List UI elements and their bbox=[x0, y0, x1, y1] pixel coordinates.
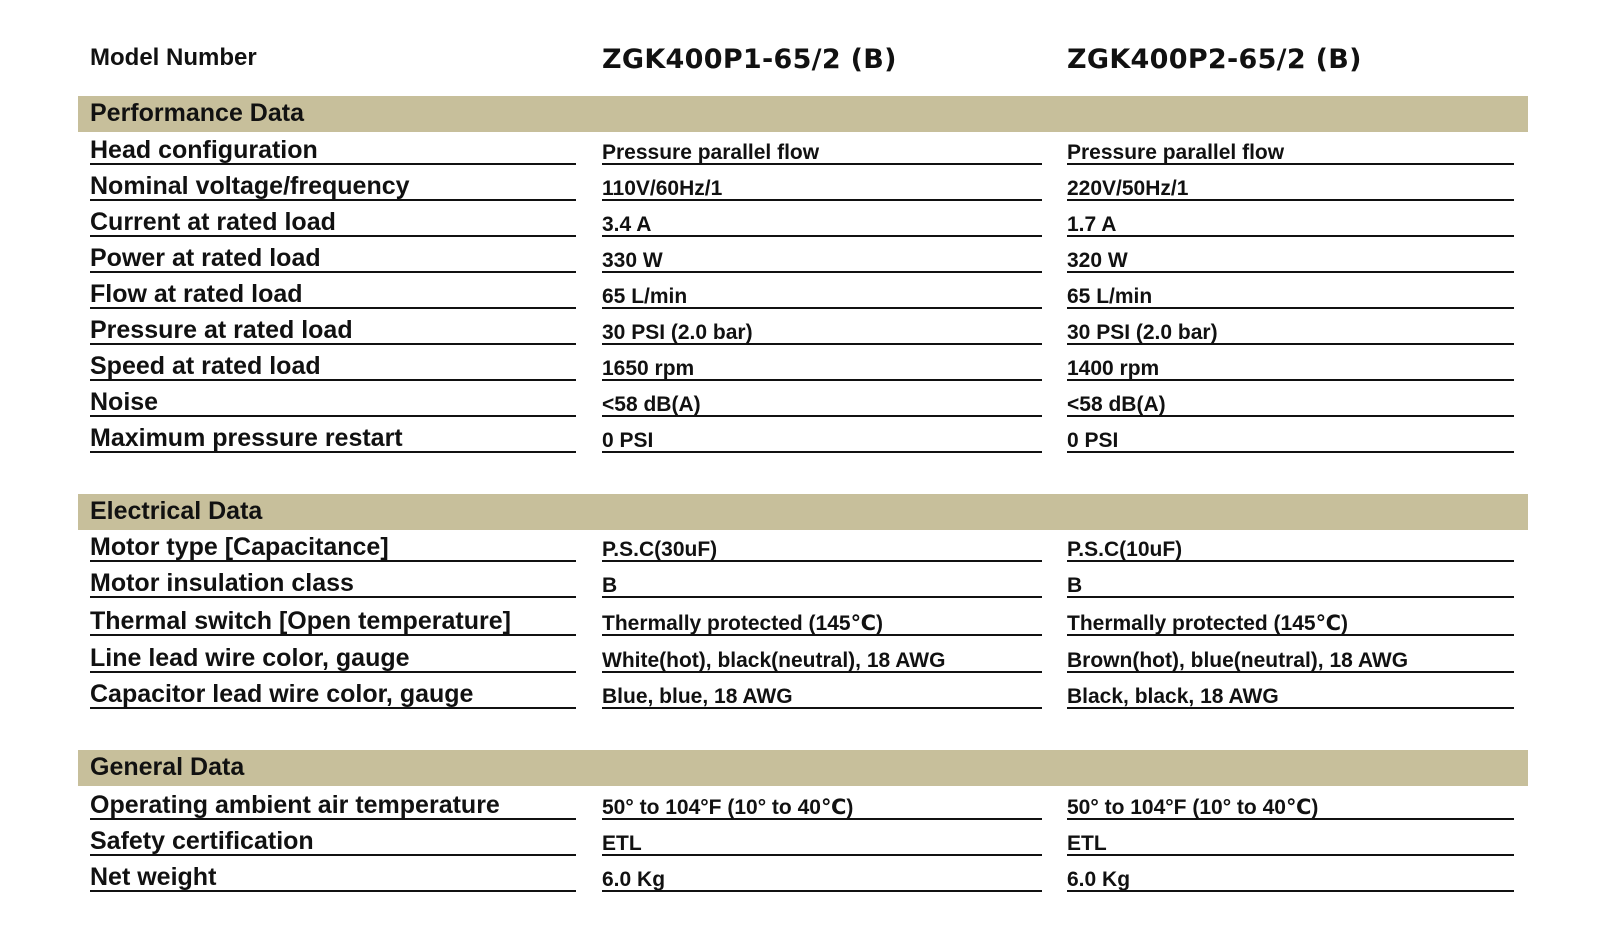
row-label-cell bbox=[90, 237, 576, 273]
row-value-model-1-cell bbox=[602, 417, 1042, 453]
section-title: General Data bbox=[90, 753, 245, 781]
row-value-model-1-cell bbox=[602, 673, 1042, 709]
row-value-model-2-cell bbox=[1067, 345, 1514, 381]
row-value-model-1: 0 PSI bbox=[602, 429, 654, 452]
row-value-model-2-cell bbox=[1067, 637, 1514, 673]
row-label: Motor type [Capacitance] bbox=[90, 533, 389, 561]
row-label-cell bbox=[90, 820, 576, 856]
row-label-cell bbox=[90, 381, 576, 417]
row-label-cell bbox=[90, 165, 576, 201]
row-label: Noise bbox=[90, 388, 159, 416]
model-2-heading: ZGK400P2-65/2 (B) bbox=[1067, 44, 1362, 75]
row-value-model-2-cell bbox=[1067, 526, 1514, 562]
row-value-model-2: 6.0 Kg bbox=[1067, 868, 1131, 891]
row-value-model-2: P.S.C(10uF) bbox=[1067, 538, 1183, 561]
model-number-label: Model Number bbox=[90, 44, 257, 71]
row-value-model-1-cell bbox=[602, 309, 1042, 345]
row-value-model-2: 65 L/min bbox=[1067, 285, 1153, 308]
row-value-model-1: P.S.C(30uF) bbox=[602, 538, 718, 561]
row-value-model-1-cell bbox=[602, 526, 1042, 562]
row-label-cell bbox=[90, 526, 576, 562]
row-value-model-1-cell bbox=[602, 562, 1042, 598]
row-value-model-2: B bbox=[1067, 574, 1083, 597]
row-label-cell bbox=[90, 673, 576, 709]
row-value-model-2-cell bbox=[1067, 820, 1514, 856]
section-title: Performance Data bbox=[90, 99, 304, 127]
row-value-model-1-cell bbox=[602, 201, 1042, 237]
row-value-model-2-cell bbox=[1067, 381, 1514, 417]
row-value-model-1-cell bbox=[602, 237, 1042, 273]
row-label-cell bbox=[90, 562, 576, 598]
row-label: Safety certification bbox=[90, 827, 314, 855]
row-value-model-1: Pressure parallel flow bbox=[602, 141, 820, 164]
row-value-model-2-cell bbox=[1067, 201, 1514, 237]
row-value-model-2: Brown(hot), blue(neutral), 18 AWG bbox=[1067, 649, 1409, 672]
row-label: Line lead wire color, gauge bbox=[90, 644, 410, 672]
row-value-model-1: Thermally protected (145℃) bbox=[602, 612, 884, 635]
row-value-model-2: 220V/50Hz/1 bbox=[1067, 177, 1189, 200]
row-value-model-1-cell bbox=[602, 273, 1042, 309]
row-label: Flow at rated load bbox=[90, 280, 303, 308]
row-value-model-2-cell bbox=[1067, 673, 1514, 709]
row-value-model-2-cell bbox=[1067, 856, 1514, 892]
row-value-model-2: 1400 rpm bbox=[1067, 357, 1160, 380]
row-value-model-1: <58 dB(A) bbox=[602, 393, 701, 416]
row-value-model-1-cell bbox=[602, 381, 1042, 417]
row-label: Maximum pressure restart bbox=[90, 424, 403, 452]
model-1-heading: ZGK400P1-65/2 (B) bbox=[602, 44, 897, 75]
row-value-model-1: ETL bbox=[602, 832, 642, 855]
row-value-model-2: Black, black, 18 AWG bbox=[1067, 685, 1279, 708]
row-value-model-2-cell bbox=[1067, 129, 1514, 165]
row-value-model-2-cell bbox=[1067, 562, 1514, 598]
row-value-model-2: ETL bbox=[1067, 832, 1107, 855]
row-value-model-1: 330 W bbox=[602, 249, 663, 272]
row-label-cell bbox=[90, 345, 576, 381]
row-label: Operating ambient air temperature bbox=[90, 791, 500, 819]
row-value-model-1-cell bbox=[602, 600, 1042, 636]
row-value-model-1-cell bbox=[602, 129, 1042, 165]
row-value-model-1: 30 PSI (2.0 bar) bbox=[602, 321, 753, 344]
row-value-model-1: B bbox=[602, 574, 618, 597]
row-value-model-2-cell bbox=[1067, 237, 1514, 273]
row-value-model-2: 1.7 A bbox=[1067, 213, 1117, 236]
row-label-cell bbox=[90, 417, 576, 453]
row-value-model-2-cell bbox=[1067, 309, 1514, 345]
row-label-cell bbox=[90, 129, 576, 165]
row-value-model-2: Pressure parallel flow bbox=[1067, 141, 1285, 164]
row-value-model-1-cell bbox=[602, 637, 1042, 673]
section-header-performance bbox=[78, 96, 1528, 132]
row-label: Motor insulation class bbox=[90, 569, 354, 597]
row-value-model-2-cell bbox=[1067, 273, 1514, 309]
row-value-model-1-cell bbox=[602, 784, 1042, 820]
row-value-model-1-cell bbox=[602, 345, 1042, 381]
row-label: Head configuration bbox=[90, 136, 318, 164]
section-header-electrical bbox=[78, 494, 1528, 530]
row-value-model-1-cell bbox=[602, 820, 1042, 856]
row-value-model-1: 110V/60Hz/1 bbox=[602, 177, 723, 200]
row-label: Net weight bbox=[90, 863, 217, 891]
row-value-model-1: 6.0 Kg bbox=[602, 868, 666, 891]
row-value-model-2-cell bbox=[1067, 784, 1514, 820]
row-label-cell bbox=[90, 784, 576, 820]
row-value-model-1: 65 L/min bbox=[602, 285, 688, 308]
row-value-model-2-cell bbox=[1067, 165, 1514, 201]
row-label: Thermal switch [Open temperature] bbox=[90, 607, 511, 635]
row-value-model-2: Thermally protected (145℃) bbox=[1067, 612, 1349, 635]
row-label: Speed at rated load bbox=[90, 352, 321, 380]
row-label-cell bbox=[90, 856, 576, 892]
row-value-model-1-cell bbox=[602, 856, 1042, 892]
row-value-model-1: Blue, blue, 18 AWG bbox=[602, 685, 793, 708]
row-label-cell bbox=[90, 600, 576, 636]
row-value-model-2-cell bbox=[1067, 600, 1514, 636]
row-value-model-2: 320 W bbox=[1067, 249, 1128, 272]
section-title: Electrical Data bbox=[90, 497, 263, 525]
row-value-model-2: 30 PSI (2.0 bar) bbox=[1067, 321, 1218, 344]
row-label: Nominal voltage/frequency bbox=[90, 172, 410, 200]
row-label: Capacitor lead wire color, gauge bbox=[90, 680, 474, 708]
row-value-model-1: 3.4 A bbox=[602, 213, 652, 236]
row-label-cell bbox=[90, 273, 576, 309]
row-value-model-2: 0 PSI bbox=[1067, 429, 1119, 452]
row-label: Current at rated load bbox=[90, 208, 336, 236]
row-value-model-2-cell bbox=[1067, 417, 1514, 453]
row-value-model-2: 50° to 104°F (10° to 40℃) bbox=[1067, 796, 1319, 819]
row-label-cell bbox=[90, 201, 576, 237]
row-label: Pressure at rated load bbox=[90, 316, 353, 344]
row-value-model-1: White(hot), black(neutral), 18 AWG bbox=[602, 649, 946, 672]
row-label-cell bbox=[90, 637, 576, 673]
row-value-model-2: <58 dB(A) bbox=[1067, 393, 1166, 416]
row-value-model-1: 50° to 104°F (10° to 40℃) bbox=[602, 796, 854, 819]
row-label: Power at rated load bbox=[90, 244, 321, 272]
section-header-general bbox=[78, 750, 1528, 786]
row-value-model-1: 1650 rpm bbox=[602, 357, 695, 380]
row-value-model-1-cell bbox=[602, 165, 1042, 201]
row-label-cell bbox=[90, 309, 576, 345]
